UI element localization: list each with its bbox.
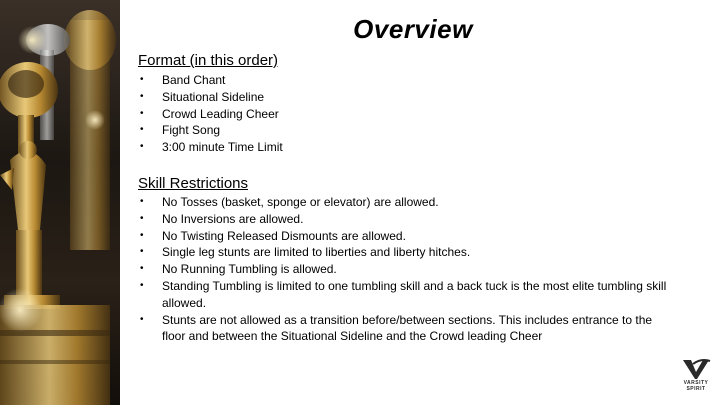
list-item: • Stunts are not allowed as a transition before/between sections. This includes entrance to the floor and between the Situational Sideline and the Crowd leading Cheer: [138, 312, 678, 346]
list-item: • 3:00 minute Time Limit: [138, 139, 438, 156]
list-item: • Fight Song: [138, 122, 438, 139]
list-item: • No Running Tumbling is allowed.: [138, 261, 678, 278]
list-item: • No Inversions are allowed.: [138, 211, 678, 228]
list-item: • Standing Tumbling is limited to one tumbling skill and a back tuck is the most elite tumbling skill allowed.: [138, 278, 678, 312]
varsity-spirit-logo-icon: [681, 358, 711, 380]
format-heading: Format (in this order): [138, 52, 279, 69]
trophy-photo: [0, 0, 120, 405]
list-item: • Single leg stunts are limited to liberties and liberty hitches.: [138, 244, 678, 261]
skill-restrictions-heading: Skill Restrictions: [138, 175, 249, 192]
format-list: [138, 72, 438, 156]
list-item: • Crowd Leading Cheer: [138, 106, 438, 123]
trophy-icon: [0, 0, 120, 405]
skill-restrictions-list: [138, 194, 678, 345]
varsity-spirit-logo: [676, 358, 716, 398]
logo-text: VARSITY SPIRIT: [683, 380, 709, 392]
list-item: • Situational Sideline: [138, 89, 438, 106]
list-item: • Band Chant: [138, 72, 438, 89]
slide-title: Overview: [353, 14, 473, 44]
list-item: • No Tosses (basket, sponge or elevator) are allowed.: [138, 194, 678, 211]
list-item: • No Twisting Released Dismounts are allowed.: [138, 228, 678, 245]
